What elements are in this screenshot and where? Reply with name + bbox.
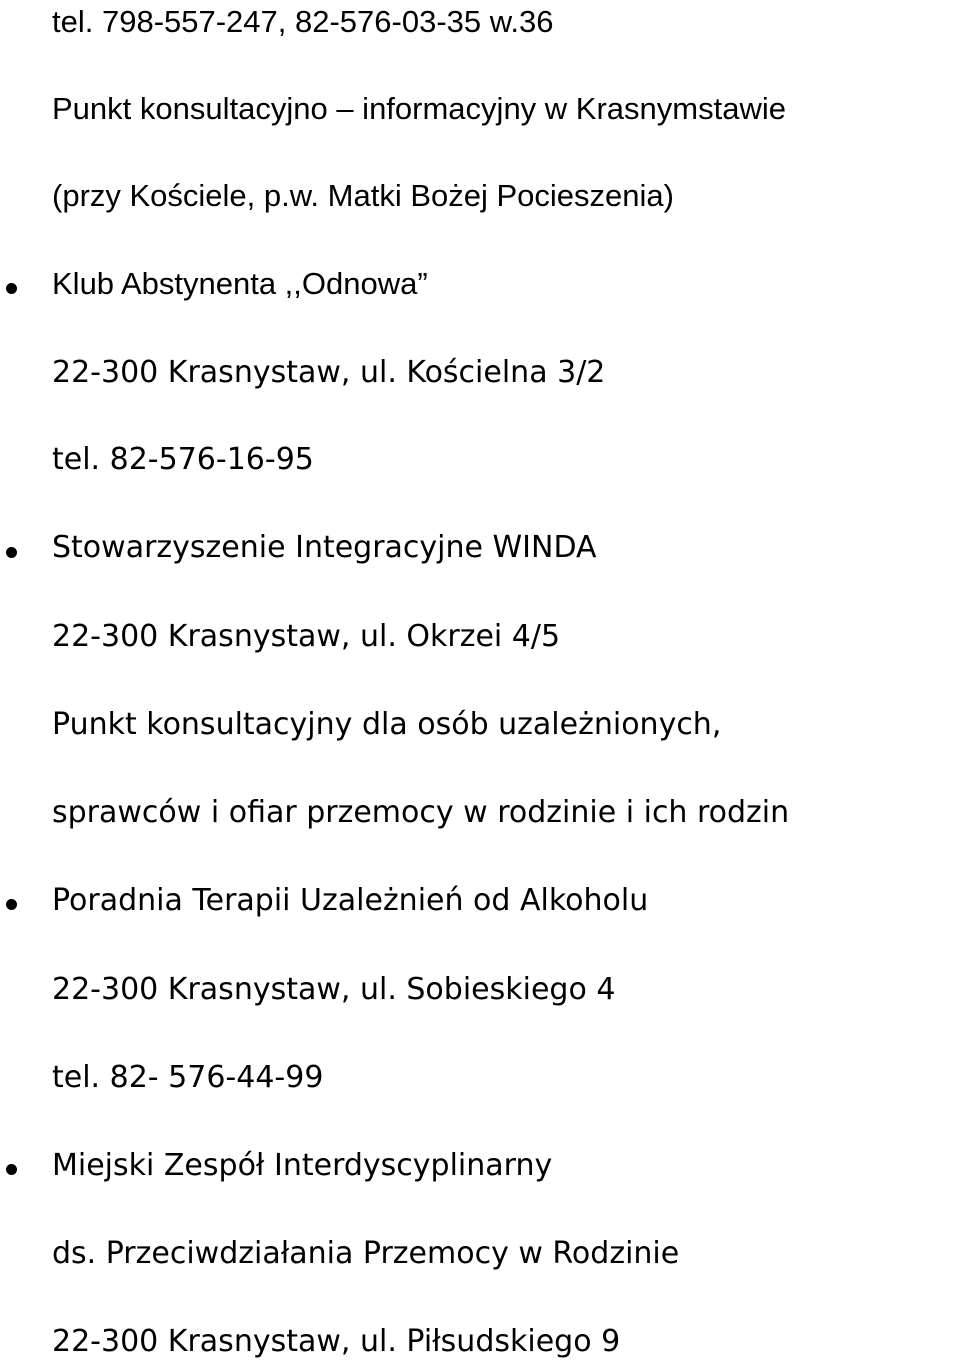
text-line: ds. Przeciwdziałania Przemocy w Rodzinie — [52, 1236, 680, 1271]
text-line: (przy Kościele, p.w. Matki Bożej Pocieszenia) — [52, 178, 674, 213]
text-line: tel. 82-576-16-95 — [52, 442, 314, 477]
list-item-title: Stowarzyszenie Integracyjne WINDA — [52, 530, 597, 565]
text-line: 22-300 Krasnystaw, ul. Sobieskiego 4 — [52, 972, 616, 1007]
text-line: 22-300 Krasnystaw, ul. Kościelna 3/2 — [52, 355, 606, 390]
text-line: 22-300 Krasnystaw, ul. Okrzei 4/5 — [52, 619, 561, 654]
bullet-icon — [6, 1164, 17, 1175]
list-item-title: Poradnia Terapii Uzależnień od Alkoholu — [52, 883, 649, 918]
text-line: sprawców i ofiar przemocy w rodzinie i ich rodzin — [52, 795, 790, 830]
list-item-title: Miejski Zespół Interdyscyplinarny — [52, 1148, 553, 1183]
bullet-icon — [6, 547, 17, 558]
text-line: Punkt konsultacyjno – informacyjny w Krasnymstawie — [52, 91, 786, 126]
text-line: tel. 798-557-247, 82-576-03-35 w.36 — [52, 4, 554, 39]
text-line: tel. 82- 576-44-99 — [52, 1060, 324, 1095]
text-line: 22-300 Krasnystaw, ul. Piłsudskiego 9 — [52, 1324, 621, 1359]
bullet-icon — [6, 899, 17, 910]
bullet-icon — [6, 283, 17, 294]
list-item-title: Klub Abstynenta ,,Odnowa” — [52, 266, 428, 301]
text-line: Punkt konsultacyjny dla osób uzależnionych, — [52, 707, 722, 742]
